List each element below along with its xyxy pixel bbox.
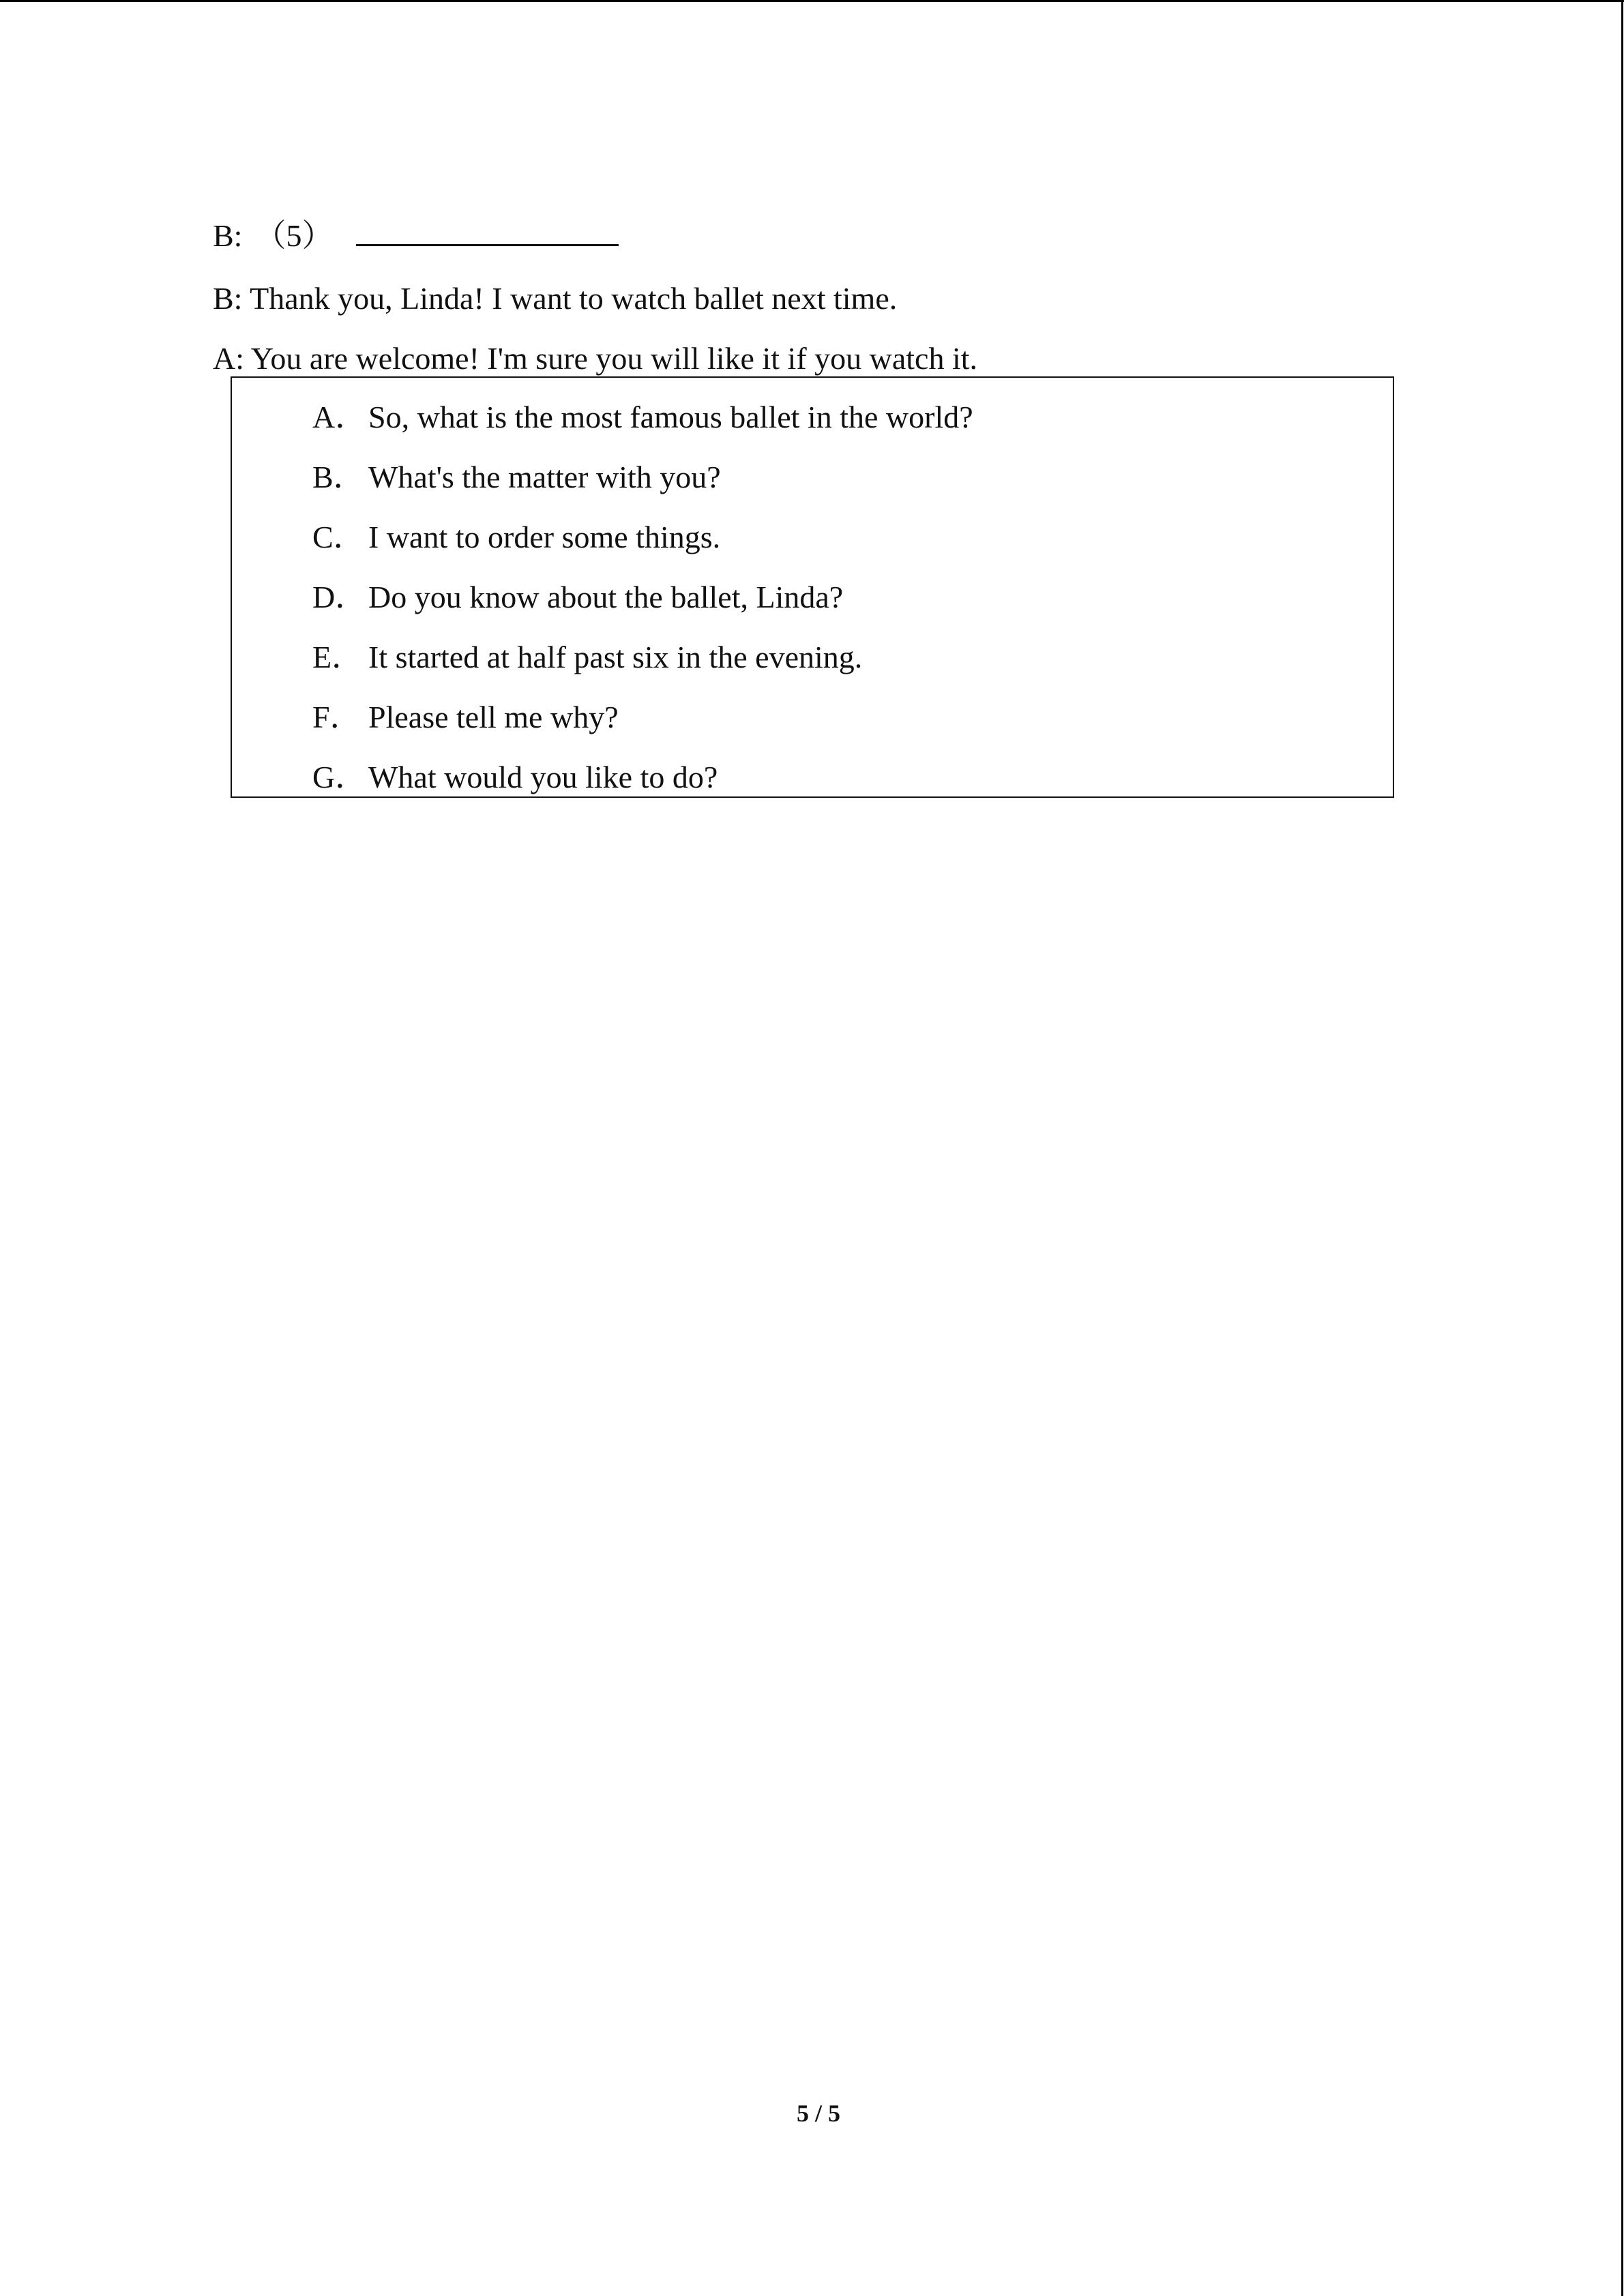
- options-box: [231, 376, 1394, 798]
- option-letter: A．: [312, 400, 367, 434]
- option-letter: C．: [312, 520, 365, 554]
- page-border-right: [1621, 0, 1623, 2296]
- answer-blank[interactable]: [356, 217, 619, 246]
- option-letter: E．: [312, 640, 364, 674]
- option-letter: G．: [312, 760, 367, 794]
- option-text: It started at half past six in the evening.: [368, 640, 863, 674]
- option-text: I want to order some things.: [368, 520, 721, 554]
- option-text: What's the matter with you?: [368, 460, 721, 494]
- option-c: [312, 518, 720, 556]
- option-a: [312, 398, 973, 436]
- option-text: Do you know about the ballet, Linda?: [368, 580, 844, 614]
- option-letter: D．: [312, 580, 367, 614]
- option-letter: B．: [312, 460, 365, 494]
- option-d: [312, 578, 843, 616]
- page-border-top: [0, 0, 1624, 2]
- dialogue-line: A: You are welcome! I'm sure you will like it if you watch it.: [213, 341, 978, 376]
- option-e: [312, 638, 862, 676]
- dialogue-line: B: Thank you, Linda! I want to watch ballet next time.: [213, 281, 898, 316]
- option-b: [312, 458, 721, 496]
- page-number: 5 / 5: [796, 2100, 840, 2127]
- option-f: [312, 698, 619, 736]
- dialogue-line-5: [213, 217, 619, 255]
- option-text: What would you like to do?: [368, 760, 718, 794]
- option-letter: F．: [312, 700, 361, 734]
- option-text: Please tell me why?: [368, 700, 619, 734]
- speaker-label: B:: [213, 218, 243, 253]
- option-text: So, what is the most famous ballet in the world?: [368, 400, 973, 434]
- question-number: （5）: [254, 218, 334, 253]
- option-g: [312, 758, 718, 796]
